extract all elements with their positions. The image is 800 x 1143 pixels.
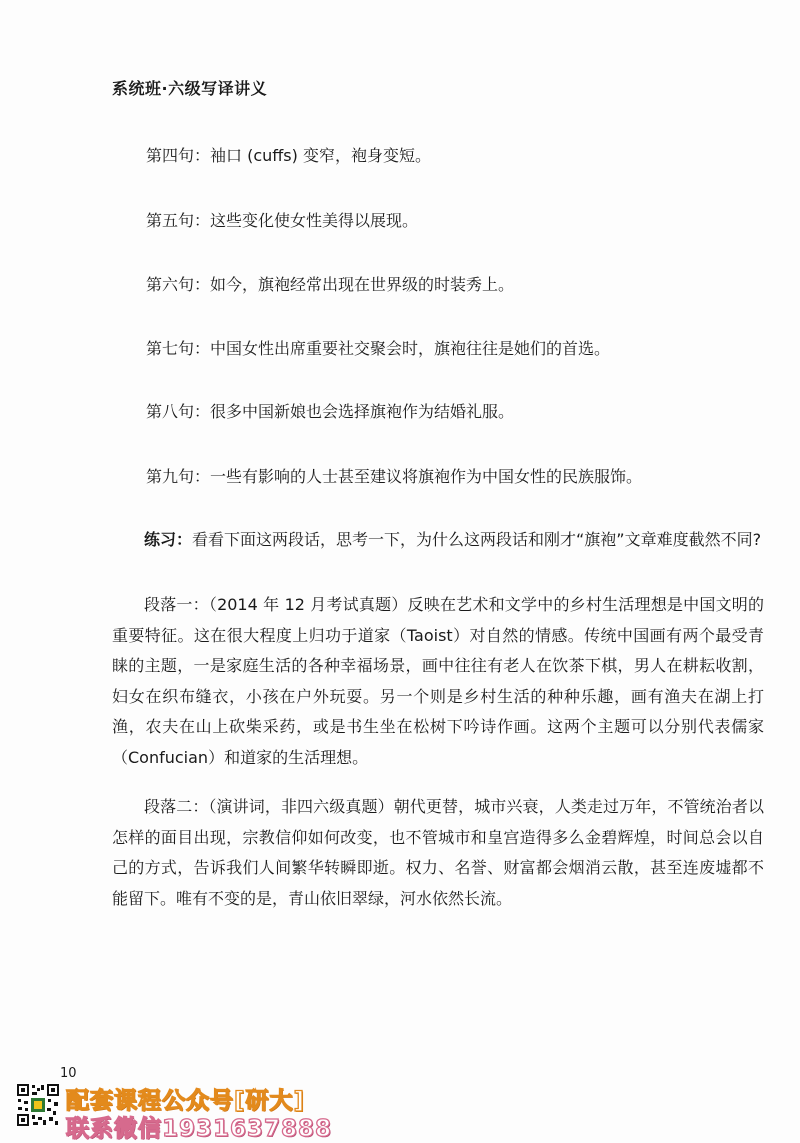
sentence-5: 第五句：这些变化使女性美得以展现。 [146, 211, 419, 230]
page-header: 系统班·六级写译讲义 [112, 79, 268, 98]
exercise-label: 练习： [144, 530, 193, 549]
page-number: 10 [60, 1066, 77, 1081]
sentence-9: 第九句：一些有影响的人士甚至建议将旗袍作为中国女性的民族服饰。 [146, 467, 643, 486]
exercise-text: 看看下面这两段话，思考一下，为什么这两段话和刚才“旗袍”文章难度截然不同? [192, 530, 762, 549]
sentence-8: 第八句：很多中国新娘也会选择旗袍作为结婚礼服。 [146, 402, 515, 421]
watermark-line-1: 配套课程公众号[研大] [66, 1088, 306, 1114]
sentence-6: 第六句：如今，旗袍经常出现在世界级的时装秀上。 [146, 275, 515, 294]
exercise-prompt [112, 524, 762, 556]
watermark-line-2: 联系微信1931637888 [66, 1116, 333, 1142]
paragraph-2: 段落二：（演讲词，非四六级真题）朝代更替，城市兴衰，人类走过万年，不管统治者以怎样的面目出现，宗教信仰如何改变，也不管城市和皇宫造得多么金碧辉煌，时间总会以自己的方式，告诉我们人间繁华转瞬即逝。权力、名誉、财富都会烟消云散，甚至连废墟都不能留下。唯有不变的是，青山依旧翠绿，河水依然长流。 [112, 797, 764, 908]
sentence-4: 第四句：袖口 (cuffs) 变窄，袍身变短。 [146, 146, 431, 165]
paragraph-1: 段落一：（2014 年 12 月考试真题）反映在艺术和文学中的乡村生活理想是中国文明的重要特征。这在很大程度上归功于道家（Taoist）对自然的情感。传统中国画有两个最受青睐的主题，一是家庭生活的各种幸福场景，画中往往有老人在饮茶下棋，男人在耕耘收割，妇女在织布缝衣，小孩在户外玩耍。另一个则是乡村生活的种种乐趣，画有渔夫在湖上打渔，农夫在山上砍柴采药，或是书生坐在松树下吟诗作画。这两个主题可以分别代表儒家（Confucian）和道家的生活理想。 [112, 595, 764, 767]
sentence-7: 第七句：中国女性出席重要社交聚会时，旗袍往往是她们的首选。 [146, 339, 611, 358]
qr-code-icon [16, 1083, 60, 1127]
